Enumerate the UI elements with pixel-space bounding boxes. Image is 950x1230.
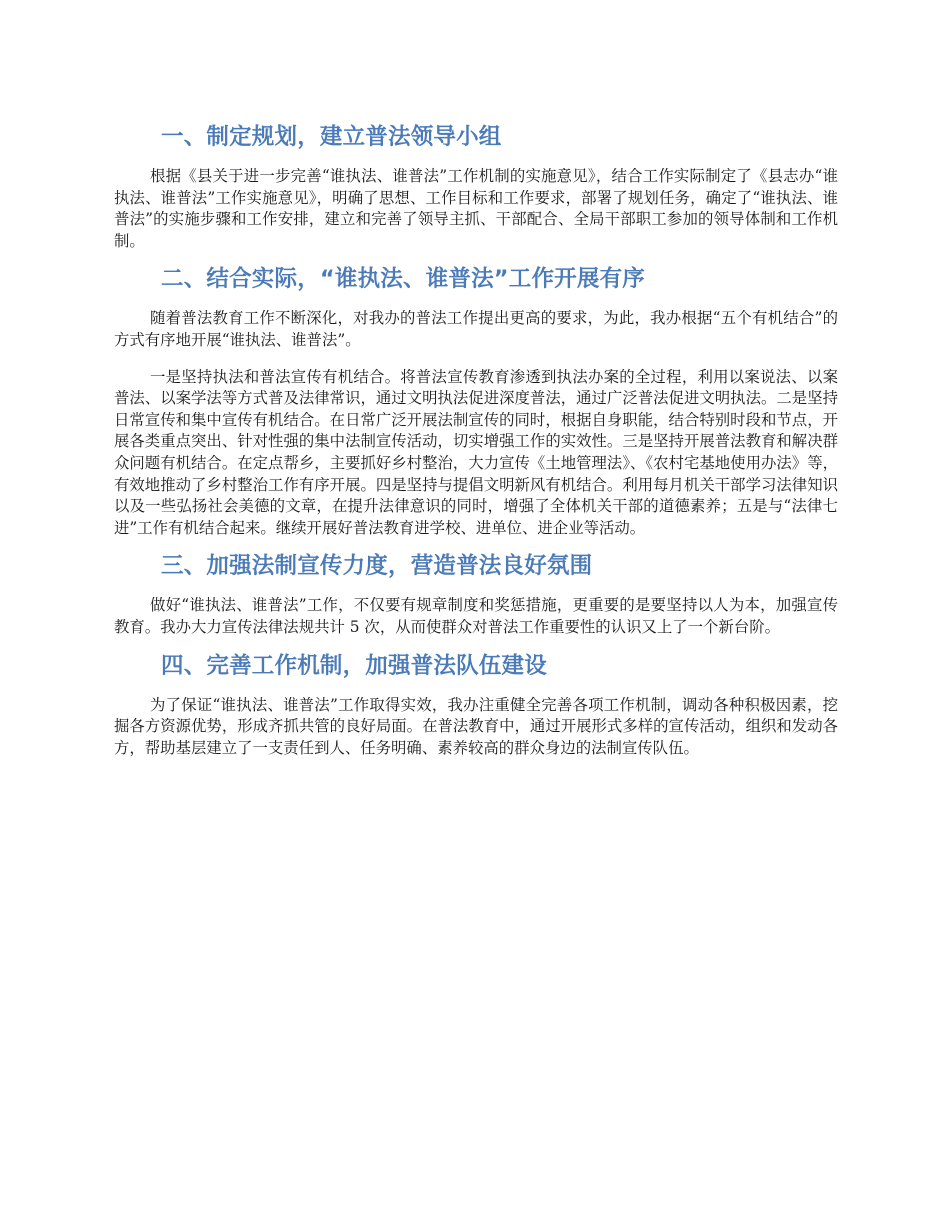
section-heading-4: 四、完善工作机制，加强普法队伍建设 xyxy=(161,652,547,679)
section-heading-1: 一、制定规划，建立普法领导小组 xyxy=(161,124,502,150)
section-2-paragraph-1: 随着普法教育工作不断深化，对我办的普法工作提出更高的要求，为此，我办根据“五个有机结合”的方式有序地开展“谁执法、谁普法”。 xyxy=(114,309,838,349)
section-3-paragraph-1: 做好“谁执法、谁普法”工作，不仅要有规章制度和奖惩措施，更重要的是要坚持以人为本，加强宣传教育。我办大力宣传法律法规共计 5 次，从而使群众对普法工作重要性的认识又上了一个新台阶。 xyxy=(114,596,838,636)
section-1-paragraph-1: 根据《县关于进一步完善“谁执法、谁普法”工作机制的实施意见》，结合工作实际制定了《县志办“谁执法、谁普法”工作实施意见》，明确了思想、工作目标和工作要求，部署了规划任务，确定了“谁执法、谁普法”的实施步骤和工作安排，建立和完善了领导主抓、干部配合、全局干部职工参加的领导体制和工作机制。 xyxy=(114,167,838,250)
section-4-paragraph-1: 为了保证“谁执法、谁普法”工作取得实效，我办注重健全完善各项工作机制，调动各种积极因素，挖掘各方资源优势，形成齐抓共管的良好局面。在普法教育中，通过开展形式多样的宣传活动，组织和发动各方，帮助基层建立了一支责任到人、任务明确、素养较高的群众身边的法制宣传队伍。 xyxy=(114,695,838,757)
section-heading-3: 三、加强法制宣传力度，营造普法良好氛围 xyxy=(161,553,593,580)
section-heading-2: 二、结合实际，“谁执法、谁普法”工作开展有序 xyxy=(161,266,645,293)
section-2-paragraph-2: 一是坚持执法和普法宣传有机结合。将普法宣传教育渗透到执法办案的全过程，利用以案说法、以案普法、以案学法等方式普及法律常识，通过文明执法促进深度普法，通过广泛普法促进文明执法。二是坚持日常宣传和集中宣传有机结合。在日常广泛开展法制宣传的同时，根据自身职能，结合特别时段和节点，开展各类重点突出、针对性强的集中法制宣传活动，切实增强工作的实效性。三是坚持开展普法教育和解决群众问题有机结合。在定点帮乡，主要抓好乡村整治，大力宣传《土地管理法》、《农村宅基地使用办法》等，有效地推动了乡村整治工作有序开展。四是坚持与提倡文明新风有机结合。利用每月机关干部学习法律知识以及一些弘扬社会美德的文章，在提升法律意识的同时，增强了全体机关干部的道德素养；五是与“法律七进”工作有机结合起来。继续开展好普法教育进学校、进单位、进企业等活动。 xyxy=(114,367,838,537)
document-page xyxy=(114,122,838,759)
